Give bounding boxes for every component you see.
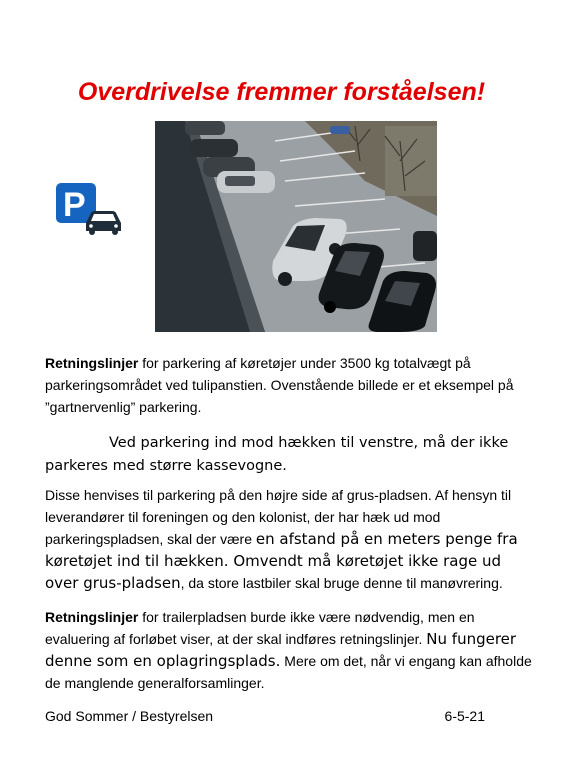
paragraph-text: for parkering af køretøjer under 3500 kg totalvægt på parkeringsområdet ved tulipanstien. Ovenstående billede er et eksempel på ”gartnervenlig” parkering.: [45, 355, 514, 415]
guidelines-heading: Retningslinjer: [45, 355, 139, 371]
paragraph-text: , da store lastbiler skal bruge denne til manøvrering.: [180, 575, 503, 591]
footer: [45, 708, 485, 724]
page-title: Overdrivelse fremmer forståelsen!: [77, 78, 486, 106]
footer-date: 6-5-21: [444, 708, 485, 724]
paragraph-gravel-area: [45, 484, 535, 594]
svg-text:P: P: [63, 186, 86, 224]
footer-signature: God Sommer / Bestyrelsen: [45, 708, 214, 724]
paragraph-text-emphasis: Nu fungerer denne som en oplagringsplads.: [45, 630, 517, 670]
paragraph-text: Mere om det, når vi engang kan afholde de manglende generalforsamlinger.: [45, 653, 532, 691]
paragraph-trailer-guidelines: [45, 606, 535, 694]
paragraph-car-parking-guidelines: [45, 352, 535, 418]
paragraph-van-restriction: [45, 432, 535, 478]
parking-car-icon: [56, 183, 122, 235]
paragraph-text: for trailerpladsen burde ikke være nødvendig, men en evaluering af forløbet viser, at der skal indføres retningslinjer.: [45, 609, 475, 647]
paragraph-text: Ved parkering ind mod hækken til venstre, må der ikke parkeres med større kassevogne.: [45, 435, 509, 474]
guidelines-heading: Retningslinjer: [45, 609, 139, 625]
paragraph-text-emphasis: en afstand på en meters penge fra køretøjet ind til hækken. Omvendt må køretøjet ikke rage ud over grus-pladsen: [45, 530, 518, 592]
parked-cars-photo: [155, 121, 437, 332]
paragraph-text: Disse henvises til parkering på den højre side af grus-pladsen. Af hensyn til leverandører til foreningen og den kolonist, der har hæk ud mod parkeringspladsen, skal der være: [45, 487, 512, 547]
